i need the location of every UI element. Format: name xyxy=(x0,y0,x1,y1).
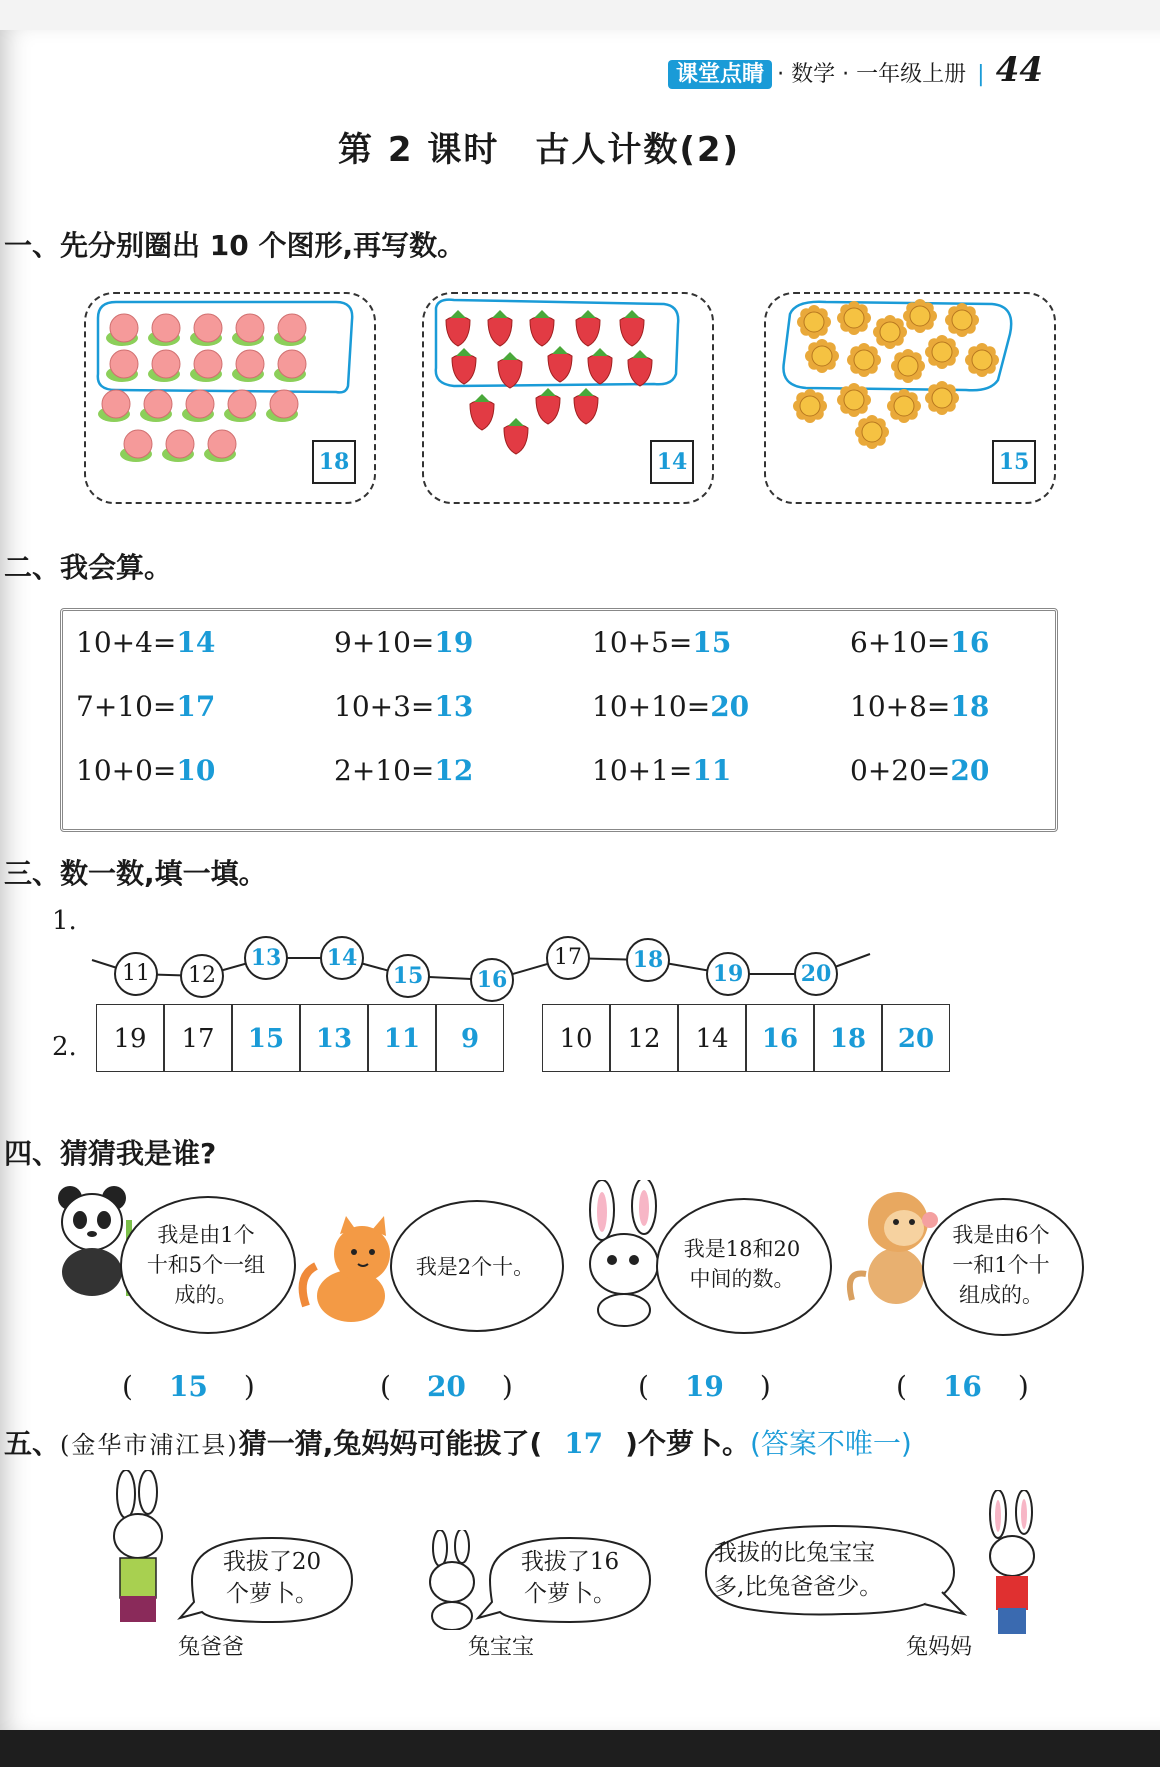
bottom-edge-band xyxy=(0,1730,1160,1767)
section5-number: 五、 xyxy=(4,1427,61,1460)
top-shadow-band xyxy=(0,0,1160,30)
riddle-line: 我是由6个 xyxy=(952,1223,1050,1247)
sunflower-icon xyxy=(837,383,871,417)
peach-icon xyxy=(148,350,180,382)
equation-question: 10+5= xyxy=(592,626,693,659)
table-cell: 12 xyxy=(610,1004,678,1072)
paren-open: ( xyxy=(380,1370,391,1403)
mom-name: 兔妈妈 xyxy=(906,1635,973,1660)
strawberry-icon xyxy=(470,394,494,430)
table-cell: 10 xyxy=(542,1004,610,1072)
section4-title: 四、猜猜我是谁? xyxy=(4,1137,217,1170)
bunny-mom-icon xyxy=(974,1490,1054,1640)
chain-number: 11 xyxy=(114,952,158,996)
equation-question: 10+0= xyxy=(76,754,177,787)
chain-number[interactable]: 14 xyxy=(320,936,364,980)
paren-open: ( xyxy=(638,1370,649,1403)
riddle-line: 组成的。 xyxy=(959,1283,1043,1307)
riddle-answer[interactable]: 20 xyxy=(426,1370,466,1403)
strawberry-icon xyxy=(628,350,652,386)
strawberry-icon xyxy=(576,310,600,346)
riddle-text-3 xyxy=(660,1234,824,1294)
equation xyxy=(592,754,731,787)
riddle-answer-slot xyxy=(638,1370,771,1403)
sunflower-icon xyxy=(873,315,907,349)
riddle-line: 中间的数。 xyxy=(689,1267,795,1291)
riddle-answer-slot xyxy=(896,1370,1029,1403)
peach-icon xyxy=(274,314,306,346)
riddle-answer-slot xyxy=(380,1370,513,1403)
peach-icon xyxy=(182,390,214,422)
sunflower-icon xyxy=(793,389,827,423)
peach-icon xyxy=(162,430,194,462)
equation xyxy=(592,690,749,723)
strawberry-icon xyxy=(548,346,572,382)
peach-icon xyxy=(266,390,298,422)
equation xyxy=(76,754,215,787)
cat-icon xyxy=(296,1216,402,1326)
chain-number[interactable]: 20 xyxy=(794,952,838,996)
section5-question-end: )个萝卜。 xyxy=(625,1427,750,1460)
group-box-sunflower xyxy=(764,292,1056,504)
equation-answer[interactable]: 20 xyxy=(950,754,990,787)
strawberry-icon xyxy=(488,310,512,346)
sunflower-icon xyxy=(925,335,959,369)
sunflower-icon xyxy=(837,301,871,335)
sunflower-icon xyxy=(903,299,937,333)
paren-open: ( xyxy=(122,1370,133,1403)
equation-question: 2+10= xyxy=(334,754,435,787)
table-cell[interactable]: 20 xyxy=(882,1004,950,1072)
riddle-line: 我是18和20 xyxy=(683,1237,801,1261)
answer-not-unique-note: (答案不唯一) xyxy=(749,1427,912,1460)
equation xyxy=(592,626,731,659)
speech-line: 我拔了16 xyxy=(520,1549,620,1575)
equation xyxy=(334,690,473,723)
equation xyxy=(850,754,989,787)
table-cell: 19 xyxy=(96,1004,164,1072)
chain-number[interactable]: 13 xyxy=(244,936,288,980)
sunflower-icon xyxy=(805,339,839,373)
section1-title: 一、先分别圈出 10 个图形,再写数。 xyxy=(4,229,466,262)
sunflower-icon xyxy=(965,343,999,377)
riddle-line: 我是2个十。 xyxy=(415,1255,535,1279)
equation-answer[interactable]: 13 xyxy=(434,690,474,723)
equation-answer[interactable]: 15 xyxy=(692,626,732,659)
table-cell[interactable]: 16 xyxy=(746,1004,814,1072)
equation xyxy=(334,626,473,659)
circle-loop xyxy=(98,302,352,392)
equation xyxy=(334,754,473,787)
equation-answer[interactable]: 20 xyxy=(710,690,750,723)
sunflower-icon xyxy=(945,303,979,337)
equation-question: 10+8= xyxy=(850,690,951,723)
speech-line: 个萝卜。 xyxy=(524,1581,616,1607)
equation-question: 10+1= xyxy=(592,754,693,787)
equation-question: 9+10= xyxy=(334,626,435,659)
strawberry-icon xyxy=(498,352,522,388)
paren-open: ( xyxy=(896,1370,907,1403)
riddle-text-4 xyxy=(924,1220,1078,1310)
strawberry-icon xyxy=(574,388,598,424)
table-cell[interactable]: 11 xyxy=(368,1004,436,1072)
table-cell[interactable]: 13 xyxy=(300,1004,368,1072)
paren-close: ) xyxy=(243,1370,255,1403)
equation xyxy=(850,690,989,723)
question-source: (金华市浦江县) xyxy=(60,1431,239,1459)
equation-answer[interactable]: 12 xyxy=(434,754,474,787)
chain-number[interactable]: 18 xyxy=(626,938,670,982)
chain-number: 17 xyxy=(546,936,590,980)
riddle-line: 十和5个一组 xyxy=(146,1253,266,1277)
equation xyxy=(76,626,215,659)
strawberry-icon xyxy=(452,348,476,384)
riddle-text-2 xyxy=(394,1252,556,1282)
speech-line: 我拔的比兔宝宝 xyxy=(714,1540,875,1566)
section3-title: 三、数一数,填一填。 xyxy=(4,857,267,890)
worksheet-page xyxy=(0,30,1160,1730)
strawberry-icon xyxy=(504,418,528,454)
riddle-answer[interactable]: 19 xyxy=(684,1370,724,1403)
peach-icon xyxy=(232,314,264,346)
section5-title xyxy=(4,1422,912,1462)
table-cell[interactable]: 9 xyxy=(436,1004,504,1072)
table-cell[interactable]: 15 xyxy=(232,1004,300,1072)
equation-answer[interactable]: 18 xyxy=(950,690,990,723)
equation-question: 10+10= xyxy=(592,690,711,723)
baby-name: 兔宝宝 xyxy=(468,1635,535,1660)
speech-line: 多,比兔爸爸少。 xyxy=(714,1574,883,1600)
sunflower-icon xyxy=(847,343,881,377)
question2-label: 2. xyxy=(52,1032,77,1062)
group-box-strawberry xyxy=(422,292,714,504)
group-box-peach xyxy=(84,292,376,504)
peach-icon xyxy=(190,314,222,346)
section5-question: 猜一猜,兔妈妈可能拔了( xyxy=(238,1427,543,1460)
table-cell: 14 xyxy=(678,1004,746,1072)
equation xyxy=(76,690,215,723)
riddle-answer[interactable]: 16 xyxy=(942,1370,982,1403)
peach-icon xyxy=(120,430,152,462)
equation-answer[interactable]: 17 xyxy=(176,690,216,723)
sunflower-icon xyxy=(891,349,925,383)
sunflower-icon xyxy=(887,389,921,423)
dad-speech xyxy=(192,1546,352,1610)
riddle-answer[interactable]: 15 xyxy=(168,1370,208,1403)
chain-number: 12 xyxy=(180,954,224,998)
table-cell[interactable]: 18 xyxy=(814,1004,882,1072)
equation-answer[interactable]: 16 xyxy=(950,626,990,659)
peach-icon xyxy=(140,390,172,422)
peach-icon xyxy=(224,390,256,422)
peach-icon xyxy=(106,314,138,346)
equation-question: 10+4= xyxy=(76,626,177,659)
section2-title: 二、我会算。 xyxy=(4,551,173,584)
riddle-line: 我是由1个 xyxy=(157,1223,255,1247)
table-cell: 17 xyxy=(164,1004,232,1072)
subject-grade: · 数学 · 一年级上册 xyxy=(777,62,967,87)
group-answer[interactable]: 18 xyxy=(312,440,356,484)
strawberry-icon xyxy=(588,348,612,384)
riddle-line: 成的。 xyxy=(174,1283,238,1307)
lesson-title: 第 2 课时 古人计数(2) xyxy=(338,130,741,170)
section5-answer[interactable]: 17 xyxy=(564,1427,604,1460)
speech-line: 个萝卜。 xyxy=(226,1581,318,1607)
equation-answer[interactable]: 19 xyxy=(434,626,474,659)
chain-number[interactable]: 15 xyxy=(386,954,430,998)
equation-answer[interactable]: 10 xyxy=(176,754,216,787)
paren-close: ) xyxy=(1017,1370,1029,1403)
equation-answer[interactable]: 14 xyxy=(176,626,216,659)
sunflower-icon xyxy=(925,381,959,415)
mom-speech xyxy=(714,1536,954,1604)
header xyxy=(668,50,1043,90)
strawberry-icon xyxy=(536,388,560,424)
peach-icon xyxy=(274,350,306,382)
strawberry-icon xyxy=(530,310,554,346)
group-answer[interactable]: 14 xyxy=(650,440,694,484)
series-badge: 课堂点睛 xyxy=(668,60,772,89)
peach-icon xyxy=(190,350,222,382)
peach-icon xyxy=(98,390,130,422)
strawberry-icon xyxy=(620,310,644,346)
page-number: 44 xyxy=(995,50,1044,90)
riddle-text-1 xyxy=(124,1220,288,1310)
riddle-answer-slot xyxy=(122,1370,255,1403)
equation-question: 6+10= xyxy=(850,626,951,659)
peach-icon xyxy=(232,350,264,382)
group-answer[interactable]: 15 xyxy=(992,440,1036,484)
equation-question: 0+20= xyxy=(850,754,951,787)
paren-close: ) xyxy=(501,1370,513,1403)
equation-question: 7+10= xyxy=(76,690,177,723)
speech-line: 我拔了20 xyxy=(222,1549,322,1575)
peach-icon xyxy=(148,314,180,346)
chain-number[interactable]: 16 xyxy=(470,958,514,1002)
paren-close: ) xyxy=(759,1370,771,1403)
peach-icon xyxy=(106,350,138,382)
question1-label: 1. xyxy=(52,906,77,936)
equation-question: 10+3= xyxy=(334,690,435,723)
strawberry-icon xyxy=(446,310,470,346)
chain-number[interactable]: 19 xyxy=(706,952,750,996)
sunflower-icon xyxy=(797,305,831,339)
header-separator: | xyxy=(977,62,985,87)
peach-icon xyxy=(204,430,236,462)
riddle-line: 一和1个十 xyxy=(952,1253,1050,1277)
dad-name: 兔爸爸 xyxy=(178,1635,245,1660)
sunflower-icon xyxy=(855,415,889,449)
equation xyxy=(850,626,989,659)
equation-answer[interactable]: 11 xyxy=(692,754,732,787)
baby-speech xyxy=(490,1546,650,1610)
